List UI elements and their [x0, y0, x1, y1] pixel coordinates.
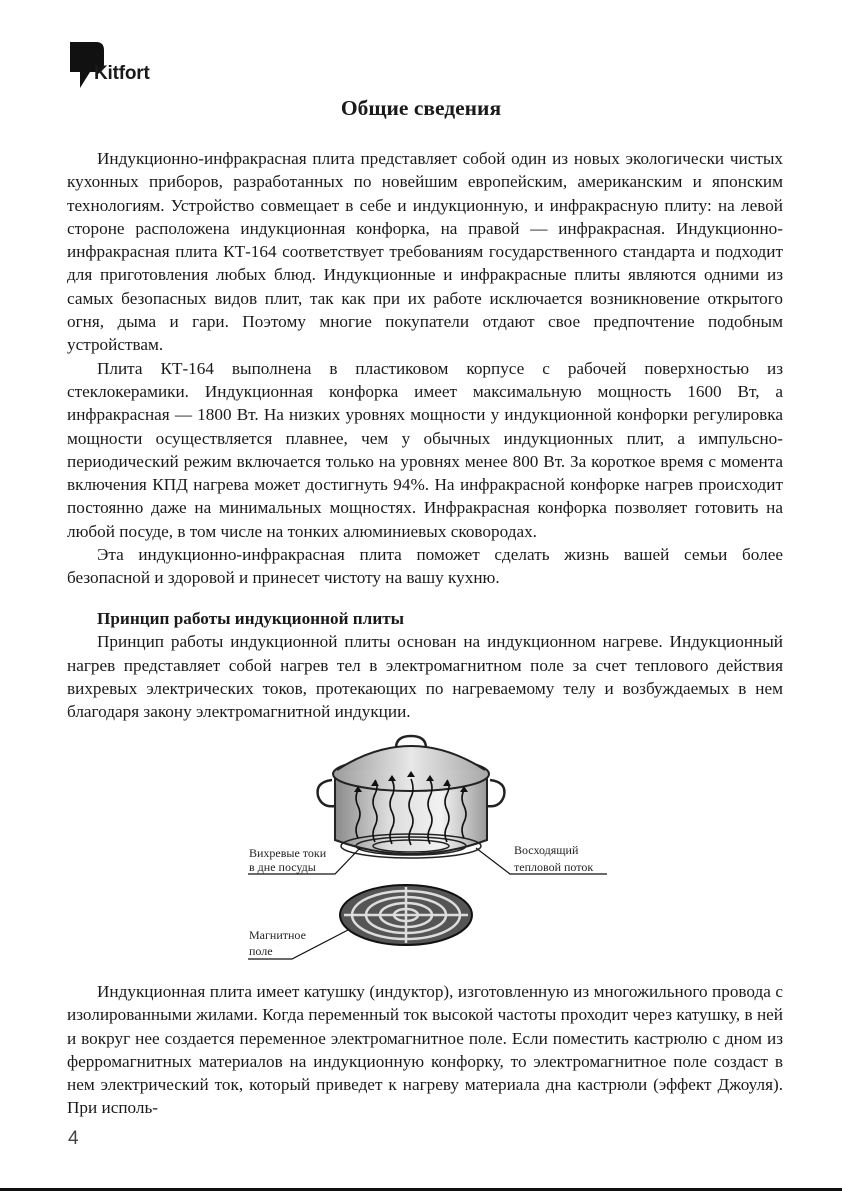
- induction-coil-icon: [340, 885, 472, 945]
- induction-diagram: [240, 730, 620, 965]
- caption-heat-1: Восходящий: [514, 843, 579, 857]
- page-number: 4: [68, 1128, 79, 1149]
- paragraph: Принцип работы индукционной плиты основан на индукционном нагреве. Индукционный нагрев представляет собой нагрев тел в электромагнитном поле за счет теплового действия вихревых электрических токов, протекающих по нагреваемому телу и возбуждаемых в нем благодаря закону электромагнитной индукции.: [67, 632, 783, 722]
- caption-eddy-1: Вихревые токи: [249, 846, 327, 860]
- paragraph: Индукционная плита имеет катушку (индуктор), изготовленную из многожильного провода с изолированными жилами. Когда переменный ток высокой частоты проходит через катушку, в ней и вокруг нее создается переменное электромагнитное поле. Если поместить кастрюлю с дном из ферромагнитных материалов на индукционную конфорку, то электромагнитное поле создаст в нем электрический ток, который приведет к нагреву материала дна кастрюли (эффект Джоуля). При исполь-: [67, 982, 783, 1118]
- paragraph: Плита КТ-164 выполнена в пластиковом корпусе с рабочей поверхностью из стеклокерамики. Индукционная конфорка имеет максимальную мощность 1600 Вт, а инфракрасная — 1800 Вт. На низких уровнях мощности у индукционной конфорки регулировка мощности осуществляется плавнее, чем у обычных индукционных плит, а импульсно-периодический режим включается только на уровнях менее 800 Вт. За короткое время с момента включения КПД нагрева может достигнуть 94%. На инфракрасной конфорке нагрев происходит постоянно даже на минимальных мощностях. Инфракрасная конфорка позволяет готовить на любой посуде, в том числе на тонких алюминиевых сковородах.: [67, 358, 783, 541]
- caption-field-2: поле: [249, 944, 273, 958]
- paragraph: Индукционно-инфракрасная плита представляет собой один из новых экологически чистых кухонных приборов, разработанных по новейшим европейским, американским и японским технологиям. Устройство совмещает в себе и индукционную, и инфракрасную плиту: на левой стороне расположена индукционная конфорка, на правой — инфракрасная. Индукционно-инфракрасная плита КТ-164 соответствует требованиям государственного стандарта и подходит для приготовления любых блюд. Индукционные и инфракрасные плиты являются одними из самых безопасных видов плит, так как при их работе исключается возникновение открытого огня, дыма и гари. Поэтому многие покупатели отдают свое предпочтение подобным устройствам.: [67, 149, 783, 355]
- caption-field-1: Магнитное: [249, 928, 306, 942]
- caption-heat-2: тепловой поток: [514, 860, 594, 874]
- intro-text: [67, 147, 783, 590]
- brand-name: Kitfort: [94, 63, 150, 84]
- page-title: Общие сведения: [340, 96, 502, 120]
- paragraph: Эта индукционно-инфракрасная плита поможет сделать жизнь вашей семьи более безопасной и здоровой и принесет чистоту на вашу кухню.: [67, 545, 783, 588]
- coil-text: [67, 980, 783, 1120]
- section-induction: [67, 607, 783, 723]
- section-heading: Принцип работы индукционной плиты: [97, 609, 405, 628]
- pot-icon: [318, 736, 505, 858]
- caption-eddy-2: в дне посуды: [249, 860, 316, 874]
